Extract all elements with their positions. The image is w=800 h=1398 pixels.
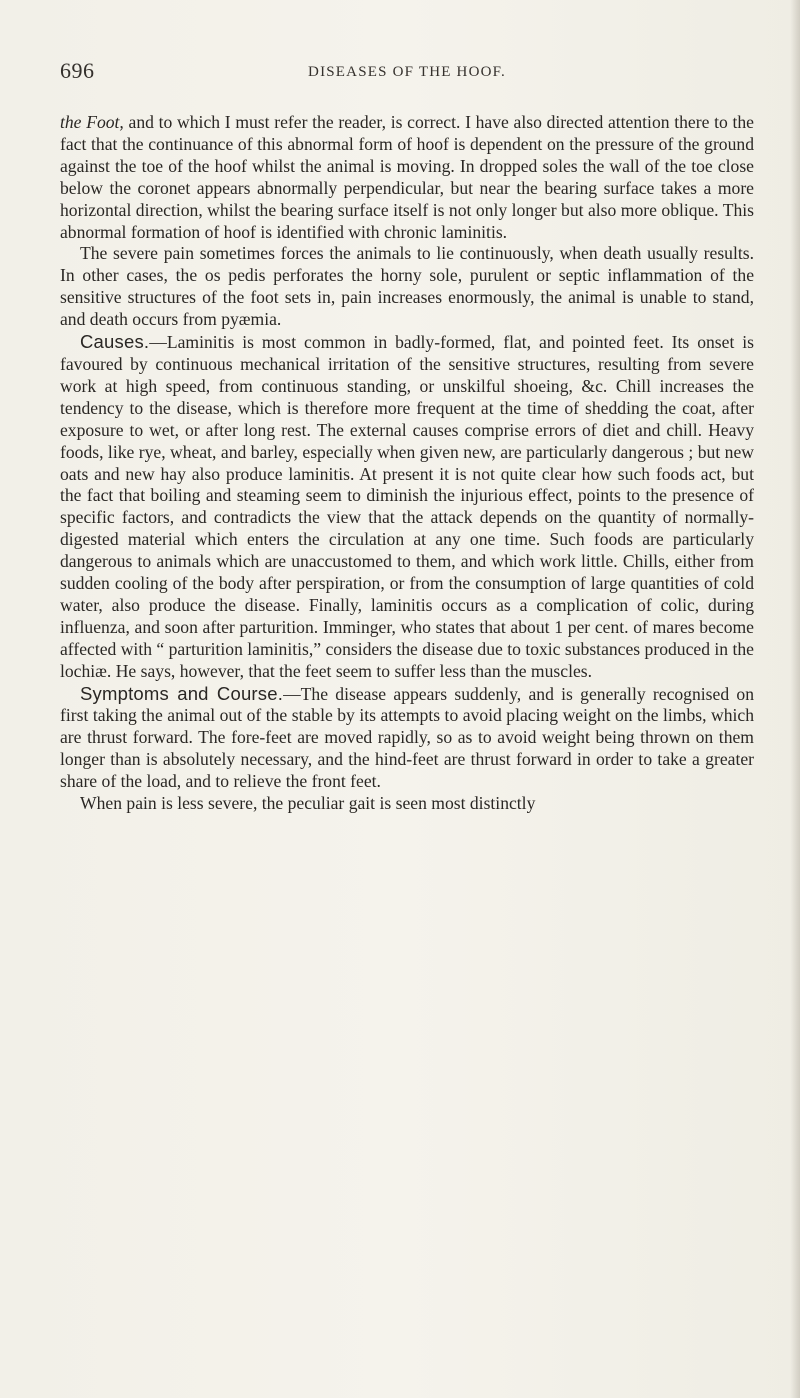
paragraph-text: —Laminitis is most common in badly-formed, flat, and pointed feet. Its onset is favoured by continuous mechanical irritation of the sensitive structures, resulting from severe work at high speed, from continuous standing, or unskilful shoeing, &c. Chill increases the tendency to the disease, which is therefore more frequent at the time of shedding the coat, after exposure to wet, or after long rest. The external causes comprise errors of diet and chill. Heavy foods, like rye, wheat, and barley, especially when given new, are particularly dangerous ; but new oats and new hay also produce laminitis. At present it is not quite clear how such foods act, but the fact that boiling and steaming seem to diminish the injurious effect, points to the presence of specific factors, and contradicts the view that the attack depends on the quantity of normally-digested material which enters the circulation at any one time. Such foods are particularly dangerous to animals which are unaccustomed to them, and which work little. Chills, either from sudden cooling of the body after perspiration, or from the consumption of large quantities of cold water, also produce the disease. Finally, laminitis occurs as a complication of colic, during influenza, and soon after parturition. Imminger, who states that about 1 per cent. of mares become affected with “ parturition laminitis,” considers the disease due to toxic substances produced in the lochiæ. He says, however, that the feet seem to suffer less than the muscles. bbox=[60, 332, 754, 681]
italic-lead: the Foot, bbox=[60, 112, 124, 132]
section-heading-causes: Causes. bbox=[80, 331, 150, 353]
page-number: 696 bbox=[60, 58, 95, 83]
page-header bbox=[60, 58, 754, 90]
paragraph-causes bbox=[60, 331, 754, 683]
paragraph-continued bbox=[60, 112, 754, 243]
paragraph bbox=[60, 793, 754, 815]
body-text bbox=[60, 112, 754, 815]
paragraph-text: The severe pain sometimes forces the animals to lie continuously, when death usually results. In other cases, the os pedis perforates the horny sole, purulent or septic inflammation of the sensitive structures of the foot sets in, pain increases enormously, the animal is unable to stand, and death occurs from pyæmia. bbox=[60, 243, 754, 330]
running-head: DISEASES OF THE HOOF. bbox=[308, 64, 506, 80]
paragraph-text: and to which I must refer the reader, is correct. I have also directed attention there to the fact that the continuance of this abnormal form of hoof is dependent on the pressure of the ground against the toe of the hoof whilst the animal is moving. In dropped soles the wall of the toe close below the coronet appears abnormally perpendicular, but near the bearing surface takes a more horizontal direction, whilst the bearing surface itself is not only longer but also more oblique. This abnormal formation of hoof is identified with chronic laminitis. bbox=[60, 112, 754, 242]
paragraph-symptoms bbox=[60, 683, 754, 794]
page-edge-shadow bbox=[790, 0, 800, 1398]
paragraph-text: When pain is less severe, the peculiar gait is seen most distinctly bbox=[80, 793, 536, 814]
paragraph bbox=[60, 243, 754, 331]
paragraph-text: —The disease appears suddenly, and is generally recognised on first taking the animal out of the stable by its attempts to avoid placing weight on the limbs, which are thrust forward. The fore-feet are moved rapidly, so as to avoid weight being thrown on them longer than is absolutely necessary, and the hind-feet are thrust forward in order to take a greater share of the load, and to relieve the front feet. bbox=[60, 683, 754, 792]
section-heading-symptoms: Symptoms and Course. bbox=[80, 682, 284, 704]
